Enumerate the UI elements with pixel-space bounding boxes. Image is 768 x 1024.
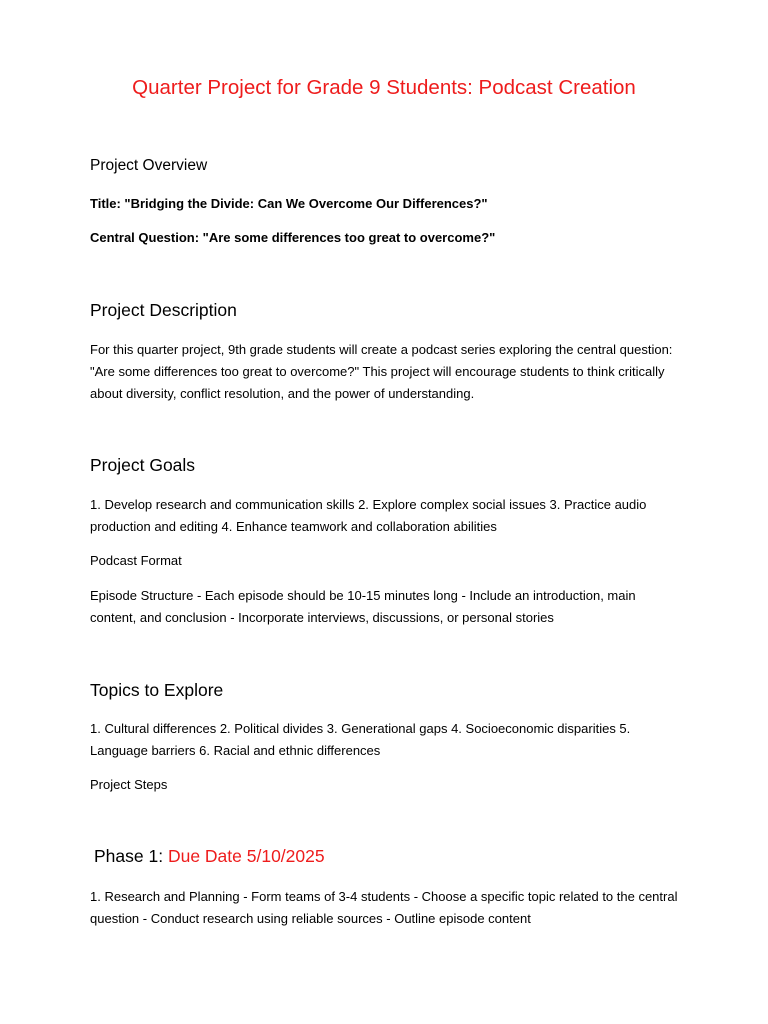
phase-1-body: 1. Research and Planning - Form teams of 3-4 students - Choose a specific topic related to the central question - Conduct research using reliable sources - Outline episode content: [90, 889, 678, 926]
project-goals-heading: Project Goals: [90, 455, 196, 475]
podcast-format-label: Podcast Format: [90, 553, 182, 568]
project-overview-heading: Project Overview: [90, 157, 208, 174]
phase-1-label: Phase 1:: [94, 846, 164, 866]
phase-1-heading: [94, 846, 325, 867]
phase-1-due-date: Due Date 5/10/2025: [167, 846, 325, 866]
project-title-line: Title: "Bridging the Divide: Can We Overcome Our Differences?": [90, 196, 488, 211]
project-description-heading: Project Description: [90, 300, 237, 320]
document-title: Quarter Project for Grade 9 Students: Podcast Creation: [132, 76, 636, 99]
central-question-line: Central Question: "Are some differences too great to overcome?": [90, 230, 496, 245]
project-goals-body: 1. Develop research and communication skills 2. Explore complex social issues 3. Practice audio production and editing 4. Enhance teamwork and collaboration abilities: [90, 497, 647, 534]
episode-structure-body: Episode Structure - Each episode should be 10-15 minutes long - Include an introduction, main content, and conclusion - Incorporate interviews, discussions, or personal stories: [90, 588, 636, 625]
topics-to-explore-heading: Topics to Explore: [90, 680, 224, 700]
project-steps-label: Project Steps: [90, 777, 168, 792]
topics-to-explore-body: 1. Cultural differences 2. Political divides 3. Generational gaps 4. Socioeconomic disparities 5. Language barriers 6. Racial and ethnic differences: [90, 721, 631, 758]
project-description-body: For this quarter project, 9th grade students will create a podcast series exploring the central question: "Are some differences too great to overcome?" This project will encourage students to think critically about diversity, conflict resolution, and the power of understanding.: [90, 342, 673, 401]
